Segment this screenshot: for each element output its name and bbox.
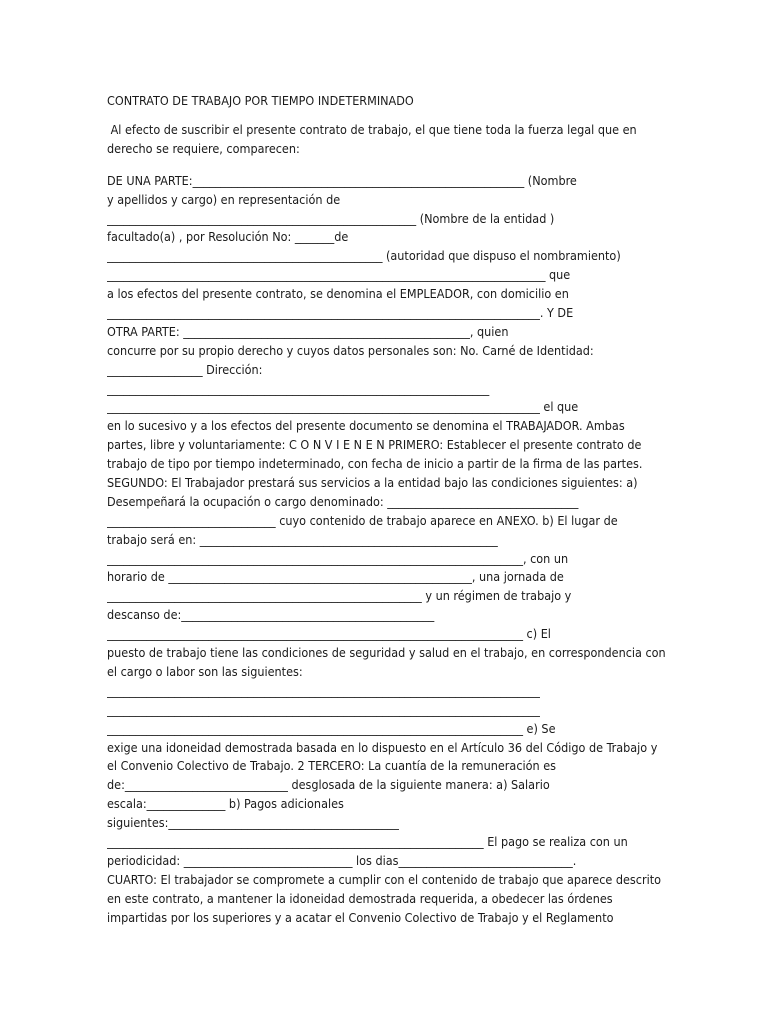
document-line: el Convenio Colectivo de Trabajo. 2 TERCERO: La cuantía de la remuneración es [107, 758, 556, 774]
document-line: ___________________________________________________________________ El pago se realiza con un [107, 833, 628, 849]
document-line: __________________________________________________________________________, con un [107, 550, 569, 566]
document-line: escala:______________ b) Pagos adicionales [107, 796, 344, 812]
document-line: el cargo o labor son las siguientes: [107, 663, 303, 679]
document-line: periodicidad: ______________________________ los dias_______________________________. [107, 852, 577, 868]
document-line: __________________________________________________________________________ e) Se [107, 720, 556, 736]
document-line: _____________________________________________________________________________ [107, 701, 540, 717]
document-body [107, 121, 667, 927]
document-line: impartidas por los superiores y a acatar el Convenio Colectivo de Trabajo y el Reglamento [107, 909, 614, 925]
document-line: _________________ Dirección: [107, 361, 263, 377]
document-line: exige una idoneidad demostrada basada en lo dispuesto en el Artículo 36 del Código de Trabajo y [107, 739, 658, 755]
document-line: de:_____________________________ desglosada de la siguiente manera: a) Salario [107, 777, 550, 793]
document-line: siguientes:_________________________________________ [107, 815, 399, 831]
document-line: horario de ______________________________________________________, una jornada de [107, 569, 564, 585]
document-line: Desempeñará la ocupación o cargo denominado: __________________________________ [107, 493, 579, 509]
document-line: ________________________________________________________ y un régimen de trabajo y [107, 588, 572, 604]
document-line: en este contrato, a mantener la idoneidad demostrada requerida, a obedecer las órdenes [107, 890, 613, 906]
document-line: a los efectos del presente contrato, se denomina el EMPLEADOR, con domicilio en [107, 286, 569, 302]
document-line: facultado(a) , por Resolución No: _______de [107, 229, 349, 245]
document-line: CUARTO: El trabajador se compromete a cumplir con el contenido de trabajo que aparece descrito [107, 871, 661, 887]
document-line: DE UNA PARTE:___________________________________________________________ (Nombre [107, 172, 577, 188]
document-line: _____________________________________________________________________________ el que [107, 399, 579, 415]
document-line: ______________________________ cuyo contenido de trabajo aparece en ANEXO. b) El lugar de [107, 512, 618, 528]
document-line: concurre por su propio derecho y cuyos datos personales son: No. Carné de Identidad: [107, 342, 594, 358]
document-line: en lo sucesivo y a los efectos del presente documento se denomina el TRABAJADOR. Ambas [107, 418, 625, 434]
document-line: __________________________________________________________________________ c) El [107, 626, 551, 642]
document-line: y apellidos y cargo) en representación de [107, 191, 341, 207]
document-line: descanso de:_____________________________________________ [107, 607, 435, 623]
document-line: trabajo será en: _____________________________________________________ [107, 531, 498, 547]
paragraph-gap [107, 159, 667, 172]
document-line: partes, libre y voluntariamente: C O N V I E N E N PRIMERO: Establecer el presente contrato de [107, 437, 642, 453]
document-line: trabajo de tipo por tiempo indeterminado, con fecha de inicio a partir de la firma de las partes. [107, 456, 643, 472]
document-line: _________________________________________________ (autoridad que dispuso el nombramiento) [107, 248, 621, 264]
document-line: _____________________________________________________________________________ [107, 682, 540, 698]
document-line: derecho se requiere, comparecen: [107, 140, 300, 156]
document-line: _____________________________________________________________________________. Y DE [107, 305, 574, 321]
document-line: puesto de trabajo tiene las condiciones de seguridad y salud en el trabajo, en correspondencia con [107, 645, 666, 661]
document-line: OTRA PARTE: ___________________________________________________, quien [107, 323, 509, 339]
document-line: ______________________________________________________________________________ que [107, 267, 571, 283]
document-line: _______________________________________________________ (Nombre de la entidad ) [107, 210, 555, 226]
document-line: SEGUNDO: El Trabajador prestará sus servicios a la entidad bajo las condiciones siguientes: a) [107, 475, 638, 491]
document-title: CONTRATO DE TRABAJO POR TIEMPO INDETERMINADO [107, 93, 414, 108]
document-line: ____________________________________________________________________ [107, 380, 490, 396]
document-line: Al efecto de suscribir el presente contrato de trabajo, el que tiene toda la fuerza legal que en [107, 122, 637, 137]
